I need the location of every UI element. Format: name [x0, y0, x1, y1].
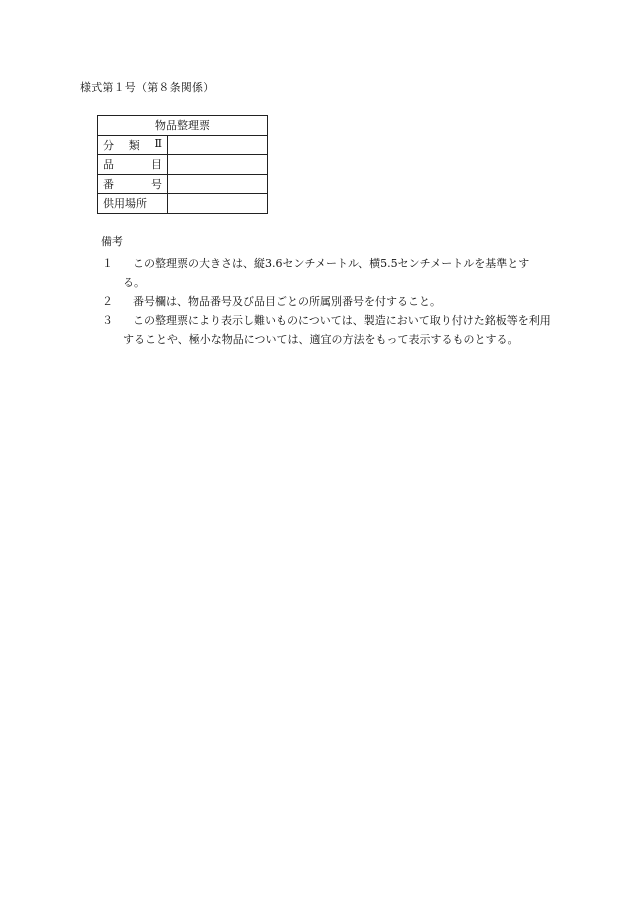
remarks-title: 備考	[101, 235, 123, 248]
ticket-header-row	[98, 116, 268, 136]
number-label	[98, 174, 168, 194]
classification-label-part-3: Ⅱ	[154, 136, 162, 150]
number-value-cell	[168, 174, 268, 194]
item-value-cell	[168, 155, 268, 175]
remark-note-number: １	[102, 257, 113, 270]
remark-note	[101, 292, 551, 311]
form-number: 様式第１号（第８条関係）	[80, 81, 215, 94]
remarks-section	[101, 233, 551, 349]
location-label-text: 供用場所	[103, 197, 147, 211]
ticket-row-classification	[98, 135, 268, 155]
classification-value-cell	[168, 135, 268, 155]
number-label-part-2: 号	[151, 177, 162, 191]
location-label	[98, 194, 168, 214]
remark-note-text: この整理票により表示し難いものについては、製造において取り付けた銘板等を利用することや、極小な物品については、適宜の方法をもって表示するものとする。	[123, 314, 551, 346]
remark-note	[101, 311, 551, 349]
ticket-row-number	[98, 174, 268, 194]
remark-note	[101, 254, 551, 292]
classification-label	[98, 135, 168, 155]
item-label-part-1: 品	[103, 158, 114, 172]
item-label-part-2: 目	[151, 158, 162, 172]
remark-note-number: ２	[102, 295, 113, 308]
ticket-title: 物品整理票	[98, 116, 268, 136]
location-value-cell	[168, 194, 268, 214]
classification-label-part-2: 類	[128, 138, 140, 152]
number-label-part-1: 番	[103, 177, 114, 191]
remark-note-text: 番号欄は、物品番号及び品目ごとの所属別番号を付すること。	[133, 295, 441, 308]
ticket-row-location	[98, 194, 268, 214]
ticket-row-item	[98, 155, 268, 175]
remark-note-number: ３	[102, 314, 113, 327]
remark-note-text: この整理票の大きさは、縦3.6センチメートル、横5.5センチメートルを基準とする。	[123, 257, 530, 289]
classification-label-part-1: 分	[103, 138, 114, 152]
item-management-ticket-table	[97, 115, 268, 214]
item-label	[98, 155, 168, 175]
